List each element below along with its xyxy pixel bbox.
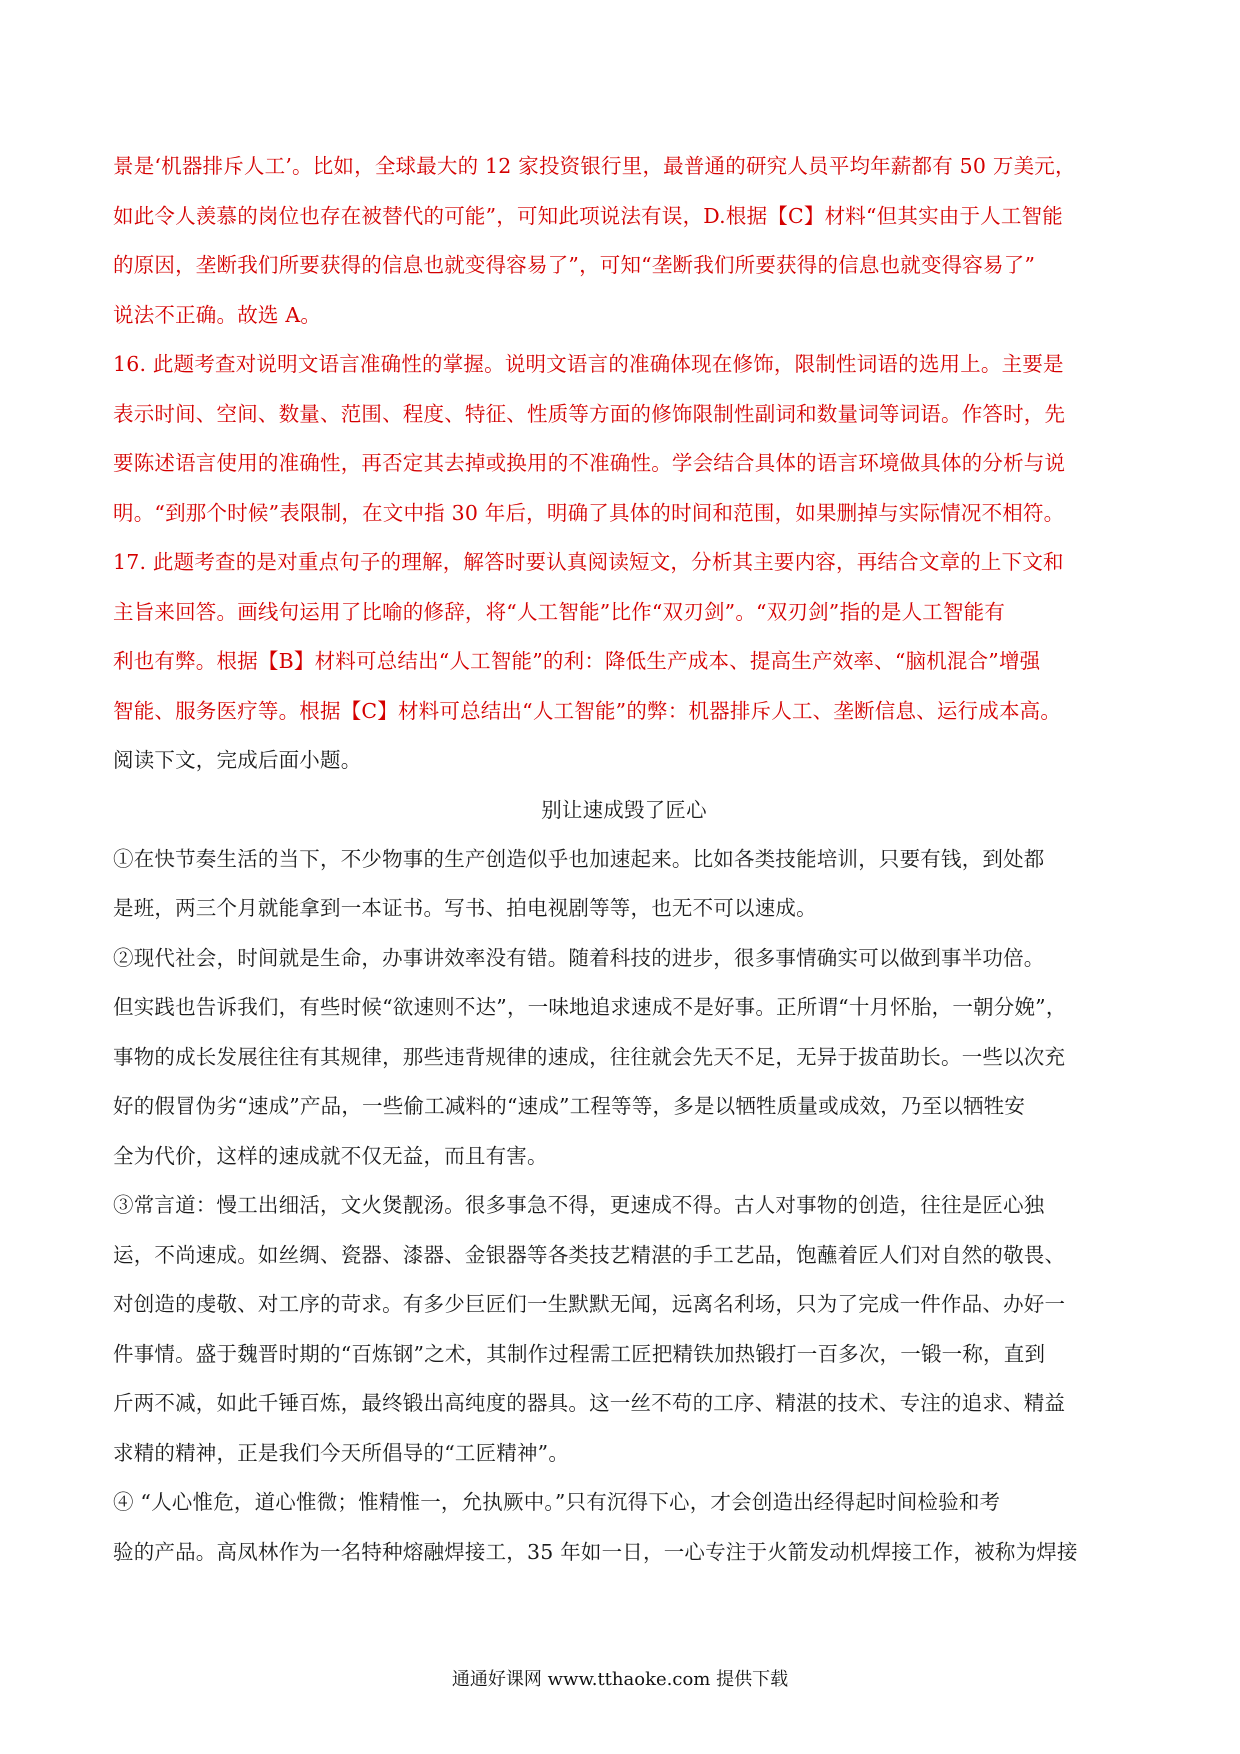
article-line: 全为代价，这样的速成就不仅无益，而且有害。 (113, 1143, 548, 1168)
answer-line: 要陈述语言使用的准确性，再否定其去掉或换用的不准确性。学会结合具体的语言环境做具体的分析与说 (113, 451, 1066, 475)
article-line: 验的产品。高凤林作为一名特种熔融焊接工，35 年如一日，一心专注于火箭发动机焊接工作，被称为焊接 (113, 1539, 1078, 1564)
article-line: 对创造的虔敬、对工序的苛求。有多少巨匠们一生默默无闻，远离名利场，只为了完成一件作品、办好一 (113, 1292, 1066, 1316)
answer-line: 主旨来回答。画线句运用了比喻的修辞，将“人工智能”比作“双刃剑”。“双刃剑”指的是人工智能有 (113, 599, 1006, 624)
answer-line: 景是‘机器排斥人工’。比如，全球最大的 12 家投资银行里，最普通的研究人员平均年薪都有 50 万美元， (113, 154, 1076, 178)
answer-line: 利也有弊。根据【B】材料可总结出“人工智能”的利：降低生产成本、提高生产效率、“脑机混合”增强 (113, 649, 1041, 673)
reading-instruction: 阅读下文，完成后面小题。 (113, 748, 362, 772)
answer-section (113, 154, 1135, 748)
article-line: 好的假冒伪劣“速成”产品，一些偷工减料的“速成”工程等等，多是以牺牲质量或成效，乃至以牺牲安 (113, 1094, 1026, 1118)
article-line: ④ “人心惟危，道心惟微；惟精惟一，允执厥中。”只有沉得下心，才会创造出经得起时间检验和考 (113, 1490, 1001, 1514)
article-line: 件事情。盛于魏晋时期的“百炼钢”之术，其制作过程需工匠把精铁加热锻打一百多次，一锻一称，直到 (113, 1341, 1046, 1366)
article-line: ①在快节奏生活的当下，不少物事的生产创造似乎也加速起来。比如各类技能培训，只要有钱，到处都 (113, 846, 1045, 871)
answer-line: 的原因，垄断我们所要获得的信息也就变得容易了”，可知“垄断我们所要获得的信息也就变得容易了” (113, 253, 1036, 277)
answer-line: 明。“到那个时候”表限制，在文中指 30 年后，明确了具体的时间和范围，如果删掉与实际情况不相符。 (113, 500, 1065, 525)
article-body (113, 847, 1135, 1590)
answer-line: 17. 此题考查的是对重点句子的理解，解答时要认真阅读短文，分析其主要内容，再结合文章的上下文和 (113, 550, 1064, 574)
article-line: ③常言道：慢工出细活，文火煲靓汤。很多事急不得，更速成不得。古人对事物的创造，往往是匠心独 (113, 1193, 1045, 1217)
answer-line: 表示时间、空间、数量、范围、程度、特征、性质等方面的修饰限制性副词和数量词等词语。作答时，先 (113, 401, 1066, 426)
answer-line: 如此令人羡慕的岗位也存在被替代的可能”，可知此项说法有误，D.根据【C】材料“但其实由于人工智能 (113, 203, 1063, 228)
answer-line: 16. 此题考查对说明文语言准确性的掌握。说明文语言的准确体现在修饰，限制性词语的选用上。主要是 (113, 352, 1064, 376)
article-line: ②现代社会，时间就是生命，办事讲效率没有错。随着科技的进步，很多事情确实可以做到事半功倍。 (113, 945, 1045, 970)
answer-line: 智能、服务医疗等。根据【C】材料可总结出“人工智能”的弊：机器排斥人工、垄断信息、运行成本高。 (113, 698, 1062, 723)
article-line: 事物的成长发展往往有其规律，那些违背规律的速成，往往就会先天不足，无异于拔苗助长。一些以次充 (113, 1044, 1066, 1069)
article-line: 求精的精神，正是我们今天所倡导的“工匠精神”。 (113, 1440, 570, 1465)
article-line: 斤两不减，如此千锤百炼，最终锻出高纯度的器具。这一丝不苟的工序、精湛的技术、专注的追求、精益 (113, 1391, 1066, 1415)
article-line: 是班，两三个月就能拿到一本证书。写书、拍电视剧等等，也无不可以速成。 (113, 896, 817, 920)
article-line: 运，不尚速成。如丝绸、瓷器、漆器、金银器等各类技艺精湛的手工艺品，饱蘸着匠人们对自然的敬畏、 (113, 1242, 1066, 1267)
page-content (113, 154, 1135, 1589)
article-title: 别让速成毁了匠心 (541, 797, 707, 822)
article-line: 但实践也告诉我们，有些时候“欲速则不达”，一味地追求速成不是好事。正所谓“十月怀胎，一朝分娩”， (113, 995, 1067, 1019)
answer-line: 说法不正确。故选 A。 (113, 302, 322, 327)
page-footer: 通通好课网 www.tthaoke.com 提供下载 (451, 1669, 789, 1690)
